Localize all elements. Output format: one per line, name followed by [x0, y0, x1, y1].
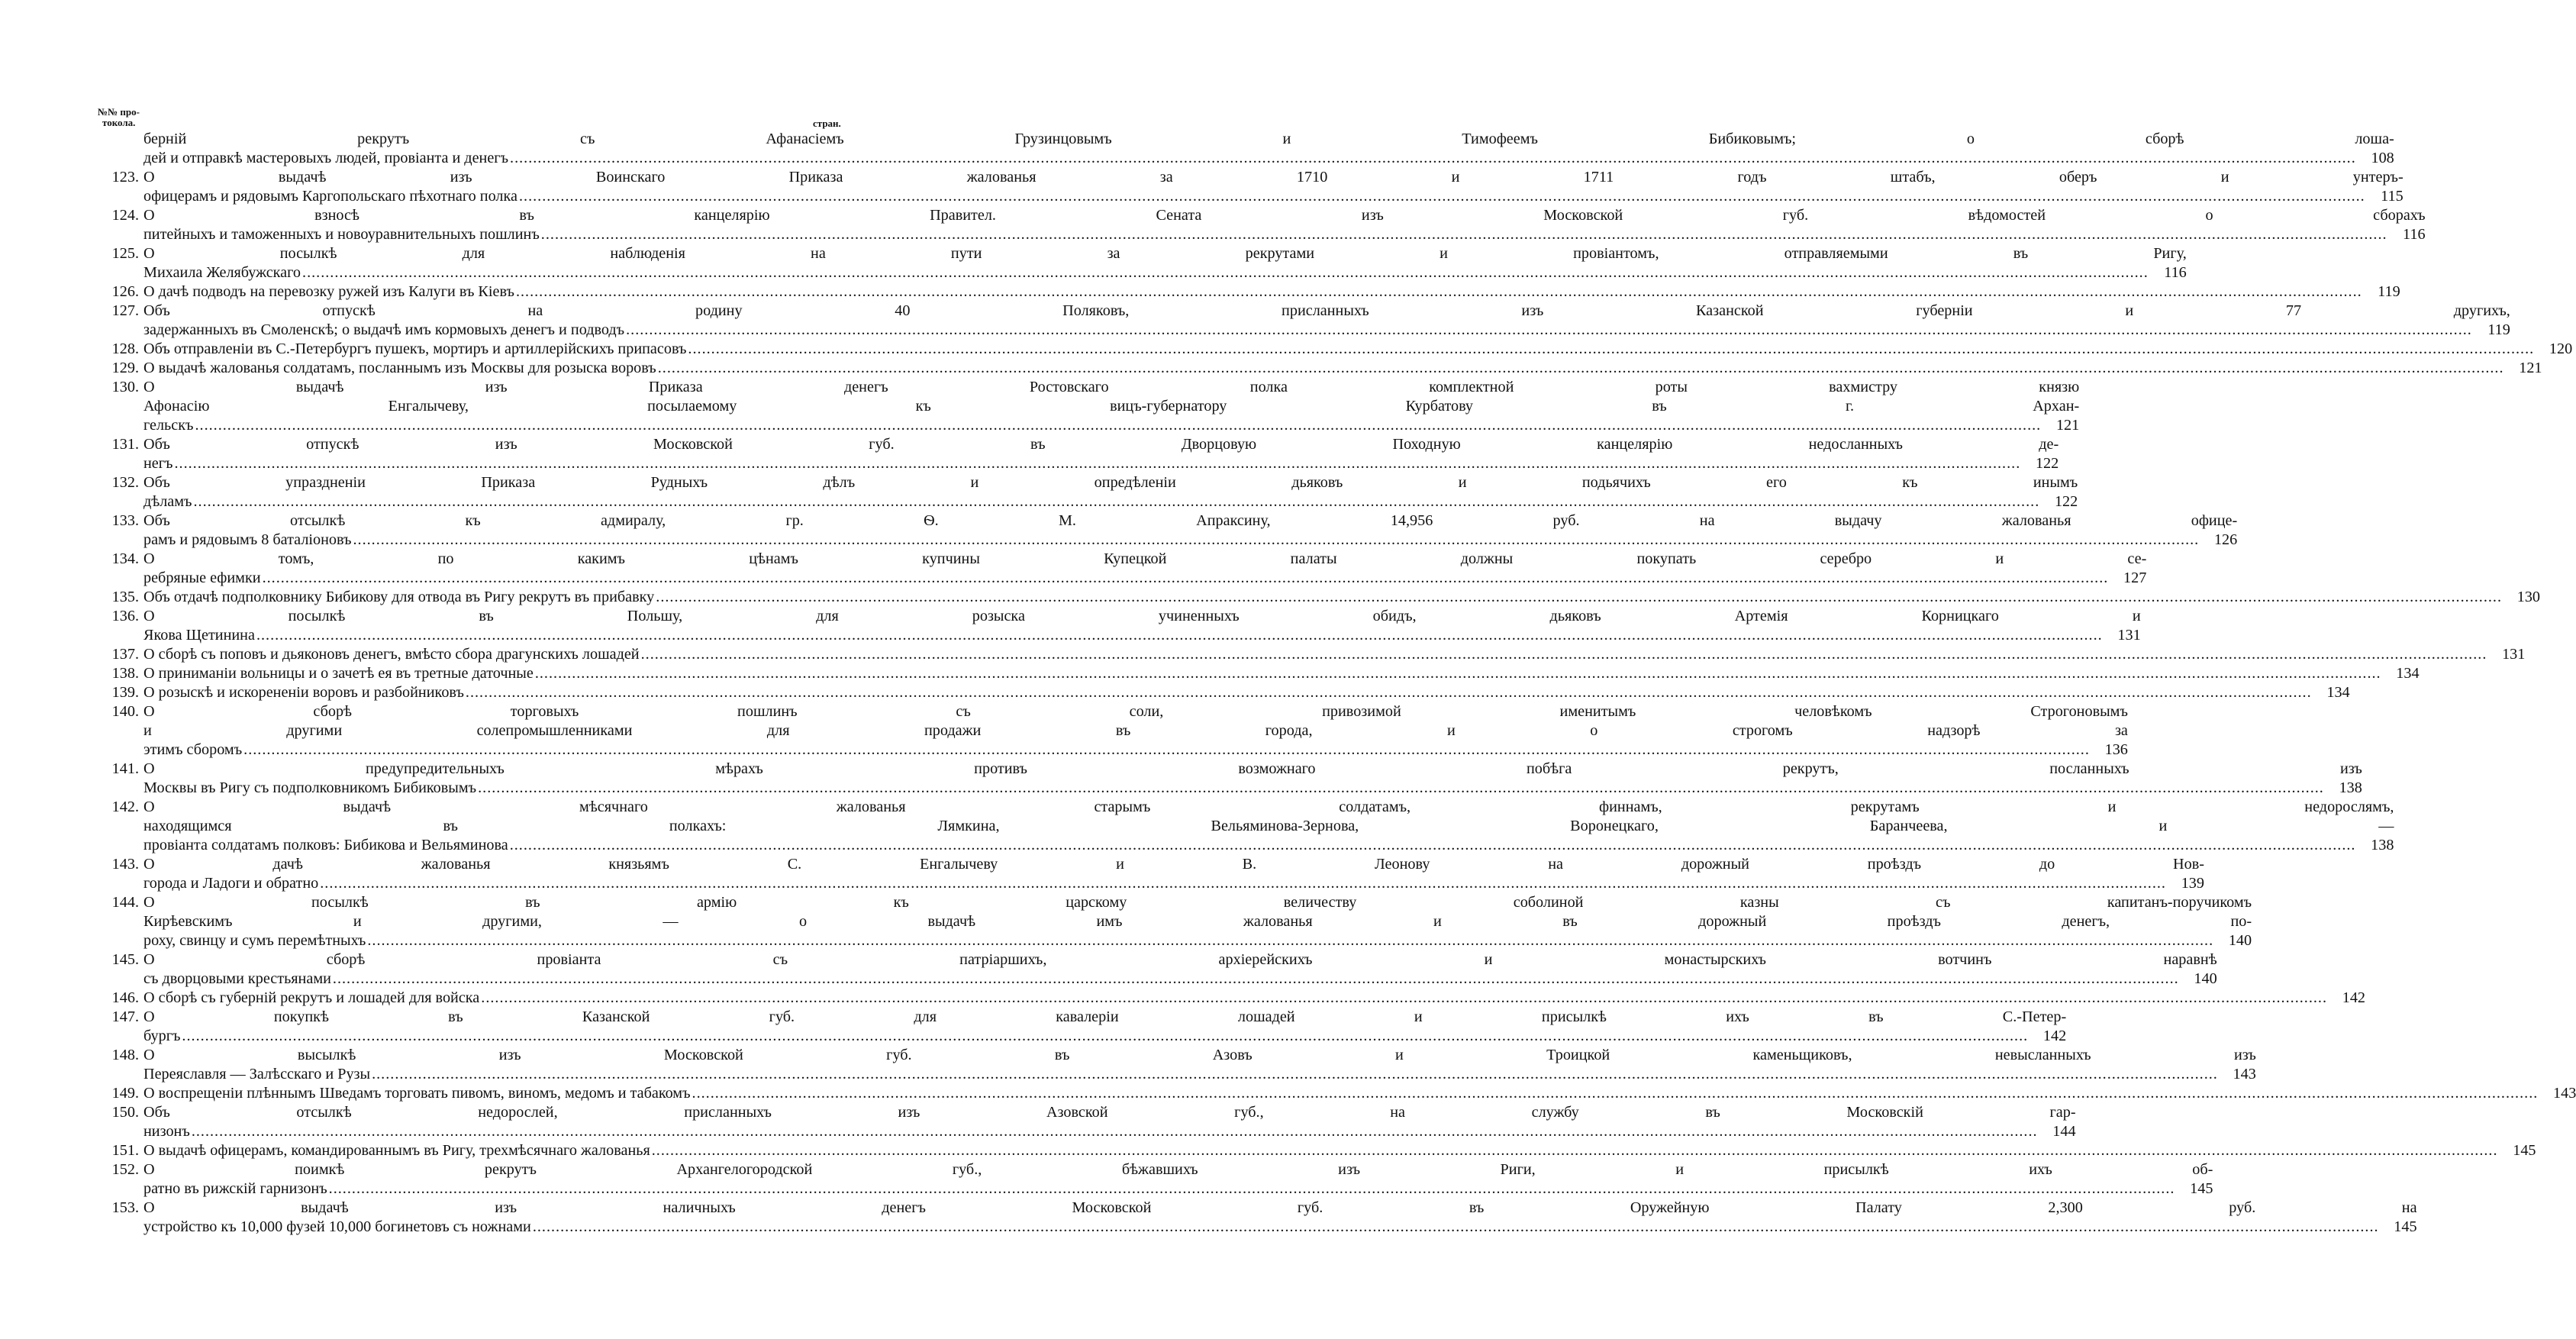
page-number: 142	[2042, 1028, 2067, 1044]
entry-last-line	[143, 225, 2426, 244]
entry-number: 130.	[111, 379, 139, 395]
page-number: 116	[2164, 264, 2187, 281]
entry-text	[139, 473, 2078, 511]
entry-line	[143, 893, 2252, 912]
entry-number: 144.	[111, 894, 139, 911]
page-number: 131	[2117, 627, 2141, 644]
toc-entry	[89, 1008, 2067, 1046]
entry-last-line-text: провіанта солдатамъ полковъ: Бибикова и Вельяминова	[143, 837, 508, 853]
entry-line-text: О выдачѣ изъ Приказа денегъ Ростовскаго полка комплектной роты вахмистру князю	[143, 379, 2080, 395]
entry-number: 150.	[111, 1104, 139, 1121]
page-number: 143	[2233, 1066, 2256, 1082]
entry-last-line-text: Якова Щетинина	[143, 627, 255, 644]
dot-leader	[242, 740, 2091, 760]
entry-text	[139, 989, 2365, 1008]
header-left-line2: токола.	[102, 117, 136, 128]
toc-entry	[89, 1199, 2417, 1237]
dot-leader	[172, 454, 2022, 473]
entry-line-text: берній рекрутъ съ Афанасіемъ Грузинцовымъ и Тимофеемъ Бибиковымъ; о сборѣ лоша-	[143, 131, 2394, 147]
entry-last-line-text: дѣламъ	[143, 493, 192, 510]
entry-text	[139, 1141, 2536, 1160]
entry-last-line	[143, 1027, 2066, 1046]
entry-last-line-text: О розыскѣ и искорененіи воровъ и разбойниковъ	[143, 684, 464, 701]
toc-entry	[89, 683, 2350, 702]
toc-entry	[89, 702, 2128, 760]
entry-line-text: Объ отсылкѣ недорослей, присланныхъ изъ Азовской губ., на службу въ Московскій гар-	[143, 1104, 2076, 1121]
dot-leader	[656, 359, 2506, 378]
entry-number: 137.	[111, 646, 139, 663]
entry-last-line-text: питейныхъ и таможенныхъ и новоуравнительныхъ пошлинъ	[143, 226, 540, 243]
entry-last-line	[143, 149, 2394, 168]
page-number: 145	[2394, 1218, 2417, 1235]
entry-line-text: О взносѣ въ канцелярію Правител. Сената изъ Московской губ. вѣдомостей о сборахъ	[143, 207, 2426, 224]
toc-entry	[89, 1160, 2213, 1199]
entry-last-line	[143, 416, 2079, 435]
dot-leader	[517, 187, 2367, 206]
entry-last-line-text: О выдачѣ офицерамъ, командированнымъ въ Ригу, трехмѣсячнаго жалованья	[143, 1142, 650, 1159]
entry-line-text: Объ отпускѣ на родину 40 Поляковъ, присланныхъ изъ Казанской губерніи и 77 другихъ,	[143, 302, 2510, 319]
entry-last-line	[143, 588, 2540, 607]
entry-last-line	[143, 1141, 2536, 1160]
entry-last-line	[143, 931, 2252, 950]
dot-leader	[190, 1122, 2039, 1141]
entry-line	[143, 721, 2128, 740]
entry-last-line-text: О сборѣ съ поповъ и дьяконовъ денегъ, вмѣсто сбора драгунскихъ лошадей	[143, 646, 640, 663]
entry-last-line	[143, 1065, 2256, 1084]
entry-number: 123.	[111, 169, 139, 186]
page-number: 121	[2519, 360, 2542, 376]
dot-leader	[540, 225, 2389, 244]
entry-last-line	[143, 531, 2237, 550]
entry-text	[139, 1160, 2213, 1199]
entry-text	[139, 702, 2128, 760]
toc-entry	[89, 798, 2394, 855]
toc-entry	[89, 893, 2252, 950]
entry-last-line	[143, 989, 2365, 1008]
entry-text	[139, 302, 2510, 340]
entry-last-line-text: рамъ и рядовымъ 8 баталіоновъ	[143, 531, 352, 548]
page-number: 130	[2516, 589, 2541, 605]
entry-last-line	[143, 779, 2362, 798]
entry-line	[143, 397, 2079, 416]
entry-last-line-text: О дачѣ подводъ на перевозку ружей изъ Калуги въ Кіевъ	[143, 283, 514, 300]
dot-leader	[193, 416, 2042, 435]
entry-last-line-text: ратно въ рижскій гарнизонъ	[143, 1180, 327, 1197]
entry-line-text: Объ отсылкѣ къ адмиралу, гр. Ѳ. М. Апраксину, 14,956 руб. на выдачу жалованья офице-	[143, 512, 2238, 529]
entry-last-line	[143, 569, 2146, 588]
toc-entry	[89, 855, 2204, 893]
entry-line	[143, 473, 2078, 492]
dot-leader	[691, 1084, 2540, 1103]
entry-text	[139, 378, 2079, 435]
entry-number: 131.	[111, 436, 139, 453]
page-number: 120	[2549, 340, 2573, 357]
entry-line	[143, 244, 2187, 263]
dot-leader	[180, 1027, 2030, 1046]
entry-last-line-text: ребряные ефимки	[143, 569, 261, 586]
entry-last-line	[143, 740, 2128, 760]
dot-leader	[327, 1179, 2177, 1199]
toc-entry	[89, 511, 2238, 550]
toc-entry	[89, 244, 2187, 282]
entry-last-line-text: Объ отправленіи въ С.-Петербургъ пушекъ, мортиръ и артиллерійскихъ припасовъ	[143, 340, 687, 357]
toc-entry	[89, 1084, 2576, 1103]
dot-leader	[514, 282, 2364, 302]
entry-number: 146.	[111, 989, 139, 1006]
entry-number: 147.	[111, 1008, 139, 1025]
entry-line-text: Кирѣевскимъ и другими, — о выдачѣ имъ жалованья и въ дорожный проѣздъ денегъ, по-	[143, 913, 2252, 930]
entry-last-line-text: устройство къ 10,000 фузей 10,000 богинетовъ съ ножнами	[143, 1218, 531, 1235]
entry-line	[143, 817, 2394, 836]
entry-text	[139, 950, 2217, 989]
entry-text	[139, 168, 2404, 206]
entry-number: 139.	[111, 684, 139, 701]
dot-leader	[301, 263, 2150, 282]
toc-entry	[89, 760, 2362, 798]
toc-entry	[89, 950, 2217, 989]
entry-last-line-text: офицерамъ и рядовымъ Каргопольскаго пѣхотнаго полка	[143, 188, 517, 205]
entry-last-line	[143, 970, 2217, 989]
dot-leader	[261, 569, 2110, 588]
entry-last-line	[143, 282, 2400, 302]
dot-leader	[531, 1218, 2381, 1237]
entry-last-line	[143, 664, 2420, 683]
entry-last-line-text: роху, свинцу и сумъ перемѣтныхъ	[143, 932, 366, 949]
entry-text	[139, 607, 2141, 645]
entry-text	[139, 760, 2362, 798]
entry-last-line	[143, 874, 2204, 893]
entry-text	[139, 855, 2204, 893]
page-number: 142	[2342, 989, 2366, 1006]
entry-number: 152.	[111, 1161, 139, 1178]
dot-leader	[318, 874, 2168, 893]
entry-line	[143, 378, 2079, 397]
entry-last-line	[143, 492, 2078, 511]
page-number: 134	[2396, 665, 2420, 682]
entry-text	[139, 130, 2394, 168]
dot-leader	[650, 1141, 2500, 1160]
entry-number: 143.	[111, 856, 139, 873]
entry-text	[139, 1199, 2417, 1237]
page-number: 119	[2378, 283, 2400, 300]
page-number: 139	[2181, 875, 2204, 892]
dot-leader	[366, 931, 2215, 950]
entry-line	[143, 1008, 2066, 1027]
dot-leader	[534, 664, 2383, 683]
entry-line-text: О посылкѣ въ Польшу, для розыска учиненныхъ обидъ, дьяковъ Артемія Корницкаго и	[143, 608, 2141, 624]
entry-text	[139, 435, 2059, 473]
entry-line-text: Афонасію Енгалычеву, посылаемому къ вицъ-губернатору Курбатову въ г. Архан-	[143, 398, 2080, 415]
page-number: 138	[2339, 779, 2362, 796]
dot-leader	[508, 836, 2358, 855]
entry-last-line	[143, 836, 2394, 855]
page-number: 138	[2371, 837, 2394, 853]
column-header-protocol-numbers	[98, 107, 166, 128]
toc-entry	[89, 1103, 2076, 1141]
entry-line	[143, 1199, 2417, 1218]
entry-line-text: О предупредительныхъ мѣрахъ противъ возможнаго побѣга рекрутъ, посланныхъ изъ	[143, 760, 2362, 777]
page-number: 144	[2052, 1123, 2076, 1140]
entry-number: 151.	[111, 1142, 139, 1159]
page-number: 122	[2054, 493, 2078, 510]
entry-line-text: О посылкѣ для наблюденія на пути за рекрутами и провіантомъ, отправляемыми въ Ригу,	[143, 245, 2187, 262]
entry-line-text: О томъ, по какимъ цѣнамъ купчины Купецкой палаты должны покупать серебро и се-	[143, 550, 2147, 567]
entry-last-line	[143, 340, 2572, 359]
toc-entry	[89, 130, 2394, 168]
page-number: 127	[2123, 569, 2147, 586]
entry-last-line-text: дей и отправкѣ мастеровыхъ людей, провіанта и денегъ	[143, 150, 509, 166]
entry-last-line-text: О сборѣ съ губерній рекрутъ и лошадей для войска	[143, 989, 480, 1006]
toc-entry	[89, 473, 2078, 511]
toc-entry	[89, 359, 2542, 378]
dot-leader	[686, 340, 2536, 359]
entry-last-line-text: бургъ	[143, 1028, 181, 1044]
entry-number: 133.	[111, 512, 139, 529]
entry-last-line	[143, 645, 2525, 664]
toc-entry	[89, 302, 2510, 340]
entry-line	[143, 760, 2362, 779]
entry-number: 140.	[111, 703, 139, 720]
entry-line-text: О покупкѣ въ Казанской губ. для кавалеріи лошадей и присылкѣ ихъ въ С.-Петер-	[143, 1008, 2067, 1025]
entry-text	[139, 1084, 2576, 1103]
entry-text	[139, 664, 2420, 683]
entry-last-line-text: низонъ	[143, 1123, 190, 1140]
entry-line-text: Объ отпускѣ изъ Московской губ. въ Дворцовую Походную канцелярію недосланныхъ де-	[143, 436, 2059, 453]
entry-line	[143, 130, 2394, 149]
entry-line	[143, 168, 2404, 187]
entry-last-line-text: О приниманіи вольницы и о зачетѣ ея въ третные даточные	[143, 665, 534, 682]
toc-entry	[89, 435, 2059, 473]
entry-number: 124.	[111, 207, 139, 224]
page-number: 116	[2403, 226, 2426, 243]
entry-line	[143, 702, 2128, 721]
entry-line-text: и другими солепромышленниками для продажи въ города, и о строгомъ надзорѣ за	[143, 722, 2128, 739]
page-number: 145	[2190, 1180, 2213, 1197]
entry-line-text: О сборѣ торговыхъ пошлинъ съ соли, привозимой именитымъ человѣкомъ Строгоновымъ	[143, 703, 2128, 720]
page-number: 143	[2553, 1085, 2576, 1102]
entry-number: 138.	[111, 665, 139, 682]
entry-last-line	[143, 683, 2350, 702]
entry-last-line-text: О воспрещеніи плѣннымъ Шведамъ торговать пивомъ, виномъ, медомъ и табакомъ	[143, 1085, 691, 1102]
entry-line-text: О посылкѣ въ армію къ царскому величеству соболиной казны съ капитанъ-поручикомъ	[143, 894, 2252, 911]
entry-last-line	[143, 454, 2059, 473]
entry-last-line	[143, 1179, 2213, 1199]
entry-number: 128.	[111, 340, 139, 357]
entry-line	[143, 550, 2146, 569]
entry-number: 134.	[111, 550, 139, 567]
page-number: 145	[2513, 1142, 2536, 1159]
toc-entry	[89, 645, 2526, 664]
entry-text	[139, 511, 2237, 550]
entry-number: 125.	[111, 245, 139, 262]
entry-text	[139, 282, 2400, 302]
entry-last-line	[143, 1084, 2576, 1103]
page-number: 108	[2371, 150, 2394, 166]
dot-leader	[255, 626, 2104, 645]
header-left-line1: №№ про-	[98, 106, 140, 118]
entry-text	[139, 893, 2252, 950]
entry-last-line-text: О выдачѣ жалованья солдатамъ, посланнымъ изъ Москвы для розыска воровъ	[143, 360, 656, 376]
entry-last-line-text: этимъ сборомъ	[143, 741, 243, 758]
entry-line	[143, 1103, 2076, 1122]
page-number: 119	[2487, 321, 2510, 338]
table-of-contents	[89, 130, 2576, 1237]
entry-line	[143, 435, 2059, 454]
toc-entry	[89, 664, 2420, 683]
entry-text	[139, 798, 2394, 855]
toc-entry	[89, 378, 2080, 435]
page-number: 136	[2104, 741, 2128, 758]
dot-leader	[331, 970, 2181, 989]
entry-line	[143, 1160, 2213, 1179]
entry-number: 132.	[111, 474, 139, 491]
entry-line-text: О выдачѣ изъ Воинскаго Приказа жалованья за 1710 и 1711 годъ штабъ, оберъ и унтеръ-	[143, 169, 2404, 186]
entry-last-line-text: задержанныхъ въ Смоленскѣ; о выдачѣ имъ кормовыхъ денегъ и подводъ	[143, 321, 625, 338]
entry-text	[139, 340, 2572, 359]
entry-number: 127.	[111, 302, 139, 319]
entry-text	[139, 683, 2350, 702]
page-number: 140	[2194, 970, 2217, 987]
entry-number: 135.	[111, 589, 139, 605]
entry-line-text: находящимся въ полкахъ: Лямкина, Вельяминова-Зернова, Воронецкаго, Баранчеева, и —	[143, 818, 2394, 834]
dot-leader	[476, 779, 2326, 798]
entry-line	[143, 302, 2510, 321]
entry-text	[139, 1046, 2256, 1084]
page-number: 134	[2326, 684, 2350, 701]
entry-text	[139, 1008, 2066, 1046]
entry-last-line-text: гельскъ	[143, 417, 194, 434]
entry-text	[139, 550, 2146, 588]
page-number: 115	[2381, 188, 2404, 205]
entry-number: 142.	[111, 799, 139, 815]
toc-entry	[89, 282, 2400, 302]
entry-line-text: О сборѣ провіанта съ патріаршихъ, архіерейскихъ и монастырскихъ вотчинъ наравнѣ	[143, 951, 2217, 968]
entry-last-line-text: Михаила Желябужскаго	[143, 264, 301, 281]
toc-entry	[89, 550, 2147, 588]
entry-line	[143, 607, 2141, 626]
toc-entry	[89, 206, 2426, 244]
toc-entry	[89, 168, 2404, 206]
page-number: 121	[2055, 417, 2080, 434]
entry-line	[143, 912, 2252, 931]
entry-number: 126.	[111, 283, 139, 300]
entry-number: 148.	[111, 1047, 139, 1063]
dot-leader	[654, 588, 2503, 607]
entry-last-line-text: съ дворцовыми крестьянами	[143, 970, 331, 987]
dot-leader	[508, 149, 2358, 168]
dot-leader	[192, 492, 2041, 511]
entry-last-line-text: негъ	[143, 455, 173, 472]
page-number: 122	[2035, 455, 2059, 472]
entry-line	[143, 206, 2426, 225]
toc-entry	[89, 340, 2573, 359]
entry-line	[143, 1046, 2256, 1065]
entry-line	[143, 855, 2204, 874]
entry-number: 136.	[111, 608, 139, 624]
dot-leader	[624, 321, 2474, 340]
entry-line-text: О поимкѣ рекрутъ Архангелогородской губ., бѣжавшихъ изъ Риги, и присылкѣ ихъ об-	[143, 1161, 2213, 1178]
page-number: 131	[2502, 646, 2526, 663]
entry-last-line	[143, 321, 2510, 340]
entry-text	[139, 244, 2187, 282]
entry-number: 145.	[111, 951, 139, 968]
entry-line-text: О выдачѣ мѣсячнаго жалованья старымъ солдатамъ, финнамъ, рекрутамъ и недорослямъ,	[143, 799, 2394, 815]
entry-line	[143, 511, 2237, 531]
entry-last-line-text: Переяславля — Залѣсскаго и Рузы	[143, 1066, 371, 1082]
entry-line	[143, 950, 2217, 970]
entry-last-line-text: Объ отдачѣ подполковнику Бибикову для отвода въ Ригу рекрутъ въ прибавку	[143, 589, 655, 605]
entry-text	[139, 1103, 2076, 1141]
entry-last-line-text: города и Ладоги и обратно	[143, 875, 319, 892]
page-number: 140	[2228, 932, 2252, 949]
column-header-pages: стран.	[813, 118, 841, 129]
entry-last-line	[143, 263, 2187, 282]
entry-last-line	[143, 187, 2404, 206]
toc-entry	[89, 1141, 2536, 1160]
dot-leader	[464, 683, 2313, 702]
dot-leader	[640, 645, 2489, 664]
toc-entry	[89, 989, 2366, 1008]
entry-text	[139, 645, 2525, 664]
toc-entry	[89, 1046, 2256, 1084]
entry-number: 153.	[111, 1199, 139, 1216]
entry-last-line	[143, 359, 2542, 378]
entry-number: 141.	[111, 760, 139, 777]
entry-last-line	[143, 1122, 2076, 1141]
page-number: 126	[2213, 531, 2238, 548]
entry-text	[139, 359, 2542, 378]
entry-line-text: О высылкѣ изъ Московской губ. въ Азовъ и Троицкой каменьщиковъ, невысланныхъ изъ	[143, 1047, 2256, 1063]
toc-entry	[89, 607, 2141, 645]
dot-leader	[479, 989, 2329, 1008]
entry-text	[139, 206, 2426, 244]
entry-line-text: Объ упраздненіи Приказа Рудныхъ дѣлъ и опредѣленіи дьяковъ и подьячихъ его къ инымъ	[143, 474, 2078, 491]
dot-leader	[370, 1065, 2220, 1084]
entry-last-line	[143, 626, 2141, 645]
toc-entry	[89, 588, 2541, 607]
entry-line	[143, 798, 2394, 817]
entry-last-line-text: Москвы въ Ригу съ подполковникомъ Бибиковымъ	[143, 779, 477, 796]
entry-line-text: О выдачѣ изъ наличныхъ денегъ Московской губ. въ Оружейную Палату 2,300 руб. на	[143, 1199, 2417, 1216]
entry-number: 129.	[111, 360, 139, 376]
dot-leader	[351, 531, 2200, 550]
entry-number: 149.	[111, 1085, 139, 1102]
entry-last-line	[143, 1218, 2417, 1237]
entry-line-text: О дачѣ жалованья князьямъ С. Енгалычеву и В. Леонову на дорожный проѣздъ до Нов-	[143, 856, 2204, 873]
entry-text	[139, 588, 2540, 607]
